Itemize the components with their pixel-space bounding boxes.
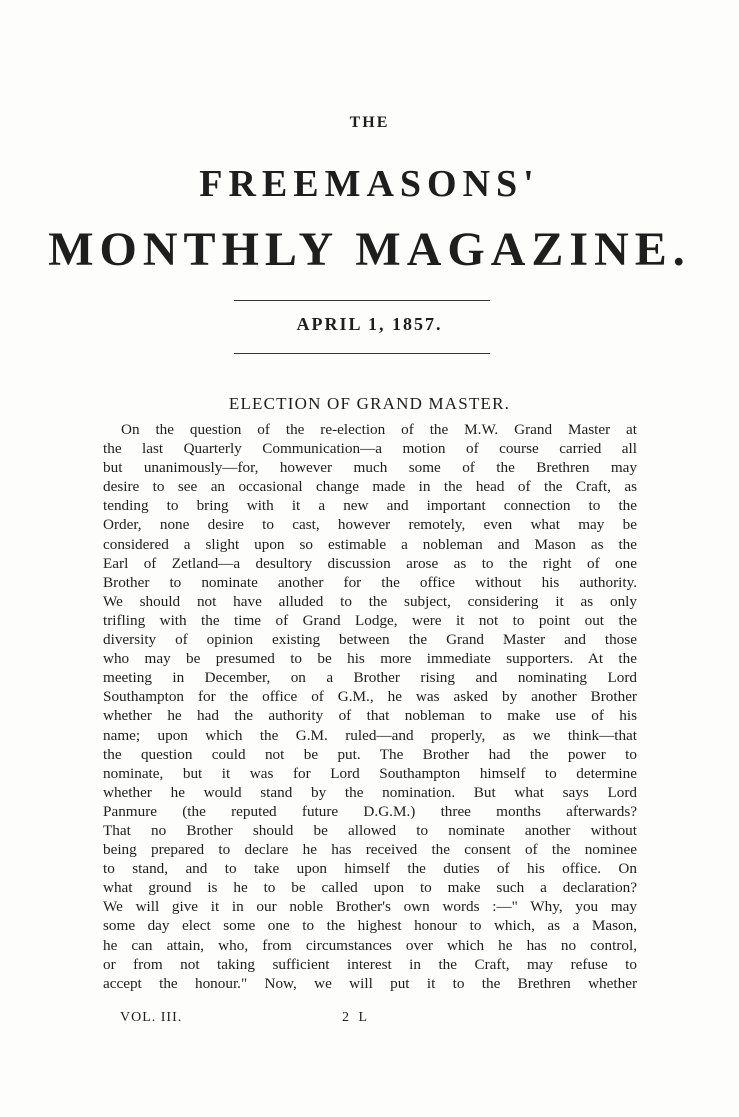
article-line: whether he would stand by the nomination. But what says Lord	[103, 783, 637, 801]
article-line: desire to see an occasional change made in the head of the Craft, as	[103, 478, 637, 496]
signature-mark: 2 L	[342, 1010, 371, 1025]
article-line: what ground is he to be called upon to make such a declaration?	[103, 879, 637, 897]
article-line: accept the honour." Now, we will put it to the Brethren whether	[103, 974, 637, 992]
article-line: We will give it in our noble Brother's own words :—" Why, you may	[103, 898, 637, 916]
article-body	[103, 420, 637, 993]
article-line: diversity of opinion existing between the Grand Master and those	[103, 631, 637, 649]
article-line: Earl of Zetland—a desultory discussion arose as to the right of one	[103, 554, 637, 572]
article-line: but unanimously—for, however much some of the Brethren may	[103, 459, 637, 477]
article-line: the question could not be put. The Brother had the power to	[103, 745, 637, 763]
article-line: That no Brother should be allowed to nominate another without	[103, 821, 637, 839]
article-line: nominate, but it was for Lord Southampton himself to determine	[103, 764, 637, 782]
masthead-freemasons: FREEMASONS'	[199, 163, 540, 205]
masthead-monthly-magazine: MONTHLY MAGAZINE.	[48, 223, 691, 276]
article-line: tending to bring with it a new and important connection to the	[103, 497, 637, 515]
article-line: who may be presumed to be his more immediate supporters. At the	[103, 650, 637, 668]
article-line: name; upon which the G.M. ruled—and properly, as we think—that	[103, 726, 637, 744]
article-line: some day elect some one to the highest honour to which, as a Mason,	[103, 917, 637, 935]
article-line: or from not taking sufficient interest in the Craft, may refuse to	[103, 955, 637, 973]
article-line: considered a slight upon so estimable a nobleman and Mason as the	[103, 535, 637, 553]
article-line: being prepared to declare he has received the consent of the nominee	[103, 841, 637, 859]
article-line: meeting in December, on a Brother rising and nominating Lord	[103, 669, 637, 687]
article-line: Brother to nominate another for the office without his authority.	[103, 573, 637, 591]
article-line: the last Quarterly Communication—a motion of course carried all	[103, 440, 637, 458]
article-line: to stand, and to take upon himself the duties of his office. On	[103, 860, 637, 878]
article-line: We should not have alluded to the subject, considering it as only	[103, 592, 637, 610]
article-line: whether he had the authority of that nobleman to make use of his	[103, 707, 637, 725]
article-line: Order, none desire to cast, however remotely, even what may be	[103, 516, 637, 534]
article-heading: ELECTION OF GRAND MASTER.	[228, 394, 511, 413]
masthead-the: THE	[349, 114, 390, 131]
article-line: Panmure (the reputed future D.G.M.) three months afterwards?	[103, 802, 637, 820]
volume-label: VOL. III.	[120, 1010, 183, 1025]
article-line: Southampton for the office of G.M., he was asked by another Brother	[103, 688, 637, 706]
article-line: trifling with the time of Grand Lodge, were it not to point out the	[103, 611, 637, 629]
divider-rule-top	[234, 300, 490, 301]
divider-rule-bottom	[234, 353, 490, 354]
article-line: On the question of the re-election of the M.W. Grand Master at	[121, 421, 637, 438]
issue-date: APRIL 1, 1857.	[296, 314, 443, 334]
article-line: he can attain, who, from circumstances over which he has no control,	[103, 936, 637, 954]
